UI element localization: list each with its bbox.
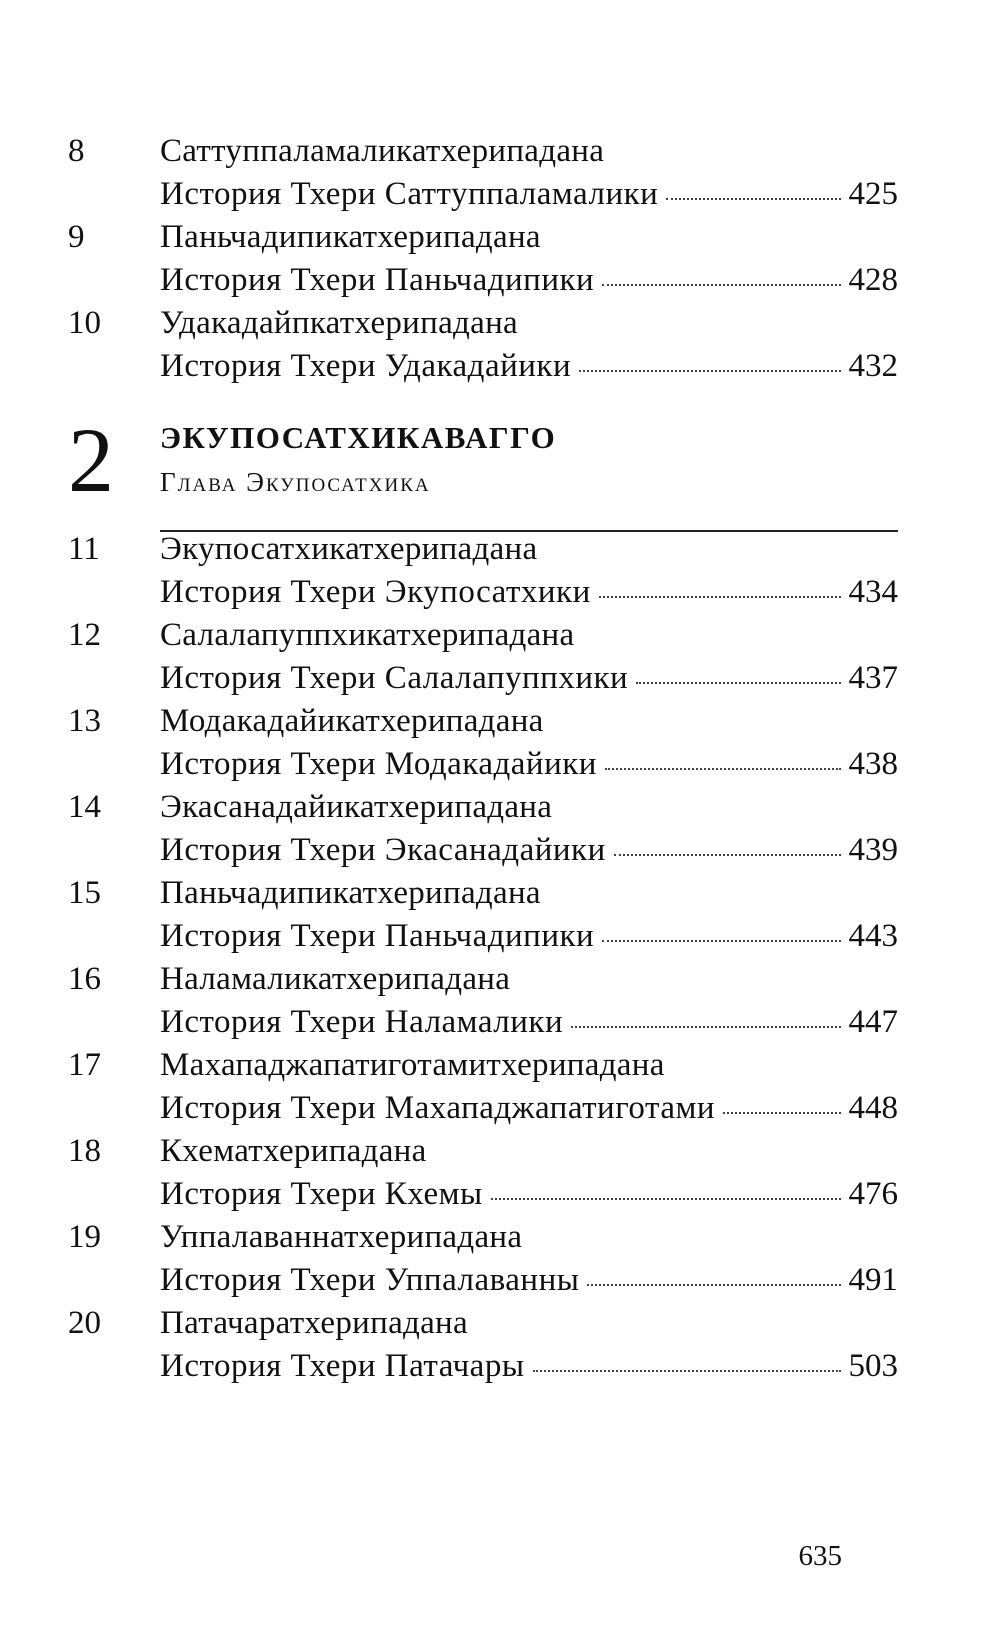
toc-entry-subtitle: История Тхери Паньчадипики xyxy=(160,918,595,954)
toc-entry xyxy=(68,528,898,614)
toc-entry-number: 11 xyxy=(68,531,100,567)
toc-entry-title: Экупосатхикатхерипадана xyxy=(160,531,538,567)
toc-entry-line xyxy=(160,1087,898,1130)
toc-entry-page: 448 xyxy=(848,1090,898,1126)
toc-entry-subtitle: История Тхери Кхемы xyxy=(160,1176,483,1212)
toc-entry-number: 10 xyxy=(68,305,101,341)
toc-entry-title: Патачаратхерипадана xyxy=(160,1305,468,1341)
dot-leader xyxy=(579,369,840,372)
chapter-title: ЭКУПОСАТХИКАВАГГО xyxy=(160,420,557,455)
toc-entry xyxy=(68,1216,898,1302)
toc-entry-number: 18 xyxy=(68,1133,101,1169)
toc-entry-line xyxy=(160,345,898,388)
toc-entry xyxy=(68,614,898,700)
toc-entry-title: Удакадайпкатхерипадана xyxy=(160,305,518,341)
dot-leader xyxy=(491,1197,841,1200)
toc-entry xyxy=(68,958,898,1044)
toc-entry-page: 425 xyxy=(848,176,898,212)
toc-entry-line xyxy=(160,657,898,700)
toc-entry-title: Паньчадипикатхерипадана xyxy=(160,875,541,911)
toc-entry-line xyxy=(160,1001,898,1044)
toc-entry-subtitle: История Тхери Уппалаванны xyxy=(160,1262,580,1298)
toc-entry-number: 13 xyxy=(68,703,101,739)
toc-entry-page: 437 xyxy=(848,660,898,696)
toc-entry-subtitle: История Тхери Салалапуппхики xyxy=(160,660,629,696)
dot-leader xyxy=(605,767,841,770)
toc-entry-subtitle: История Тхери Махападжапатиготами xyxy=(160,1090,716,1126)
toc-entry-page: 491 xyxy=(848,1262,898,1298)
toc-entry xyxy=(68,1044,898,1130)
toc-entry-line xyxy=(160,743,898,786)
toc-entry-subtitle: История Тхери Удакадайики xyxy=(160,348,572,384)
toc-entry xyxy=(68,1302,898,1388)
toc-entry-number: 8 xyxy=(68,133,85,169)
toc-entry-title: Саттуппаламаликатхерипадана xyxy=(160,133,605,169)
toc-entry xyxy=(68,872,898,958)
toc-entry-title: Махападжапатиготамитхерипадана xyxy=(160,1047,665,1083)
dot-leader xyxy=(599,595,841,598)
toc-entry-page: 443 xyxy=(848,918,898,954)
toc-entry-page: 447 xyxy=(848,1004,898,1040)
toc-entry-subtitle: История Тхери Наламалики xyxy=(160,1004,564,1040)
dot-leader xyxy=(571,1025,840,1028)
toc-entry xyxy=(68,216,898,302)
toc-entry-subtitle: История Тхери Патачары xyxy=(160,1348,525,1384)
dot-leader xyxy=(723,1111,840,1114)
toc-entry xyxy=(68,1130,898,1216)
toc-entry-line xyxy=(160,829,898,872)
toc-entry xyxy=(68,786,898,872)
toc-entry-number: 15 xyxy=(68,875,101,911)
dot-leader xyxy=(587,1283,840,1286)
chapter-number: 2 xyxy=(68,409,114,511)
toc-entry-page: 432 xyxy=(848,348,898,384)
toc-entry-subtitle: История Тхери Паньчадипики xyxy=(160,262,595,298)
toc-entry-page: 434 xyxy=(848,574,898,610)
toc-entry-subtitle: История Тхери Саттуппаламалики xyxy=(160,176,659,212)
toc-entry-number: 9 xyxy=(68,219,85,255)
toc-entry-line xyxy=(160,1345,898,1388)
toc-entry-line xyxy=(160,259,898,302)
toc-entry-subtitle: История Тхери Модакадайики xyxy=(160,746,597,782)
toc-entry-line xyxy=(160,1173,898,1216)
toc-entry-subtitle: История Тхери Экасанадайики xyxy=(160,832,606,868)
toc-entry-number: 20 xyxy=(68,1305,101,1341)
toc-entry-title: Кхематхерипадана xyxy=(160,1133,427,1169)
toc-entry-title: Наламаликатхерипадана xyxy=(160,961,511,997)
page-number: 635 xyxy=(798,1540,842,1572)
toc-entry-title: Модакадайикатхерипадана xyxy=(160,703,544,739)
toc-entry-page: 438 xyxy=(848,746,898,782)
toc-entry-title: Экасанадайикатхерипадана xyxy=(160,789,553,825)
toc-entry-page: 476 xyxy=(848,1176,898,1212)
toc-entry-line xyxy=(160,1259,898,1302)
toc-entry-line xyxy=(160,915,898,958)
dot-leader xyxy=(614,853,841,856)
toc-entry-page: 428 xyxy=(848,262,898,298)
toc-list-part1 xyxy=(68,130,898,388)
dot-leader xyxy=(666,197,840,200)
toc-entry-number: 14 xyxy=(68,789,101,825)
toc-entry-line xyxy=(160,173,898,216)
toc-entry-number: 12 xyxy=(68,617,101,653)
toc-entry-title: Паньчадипикатхерипадана xyxy=(160,219,541,255)
toc-entry xyxy=(68,302,898,388)
dot-leader xyxy=(602,939,840,942)
toc-entry xyxy=(68,130,898,216)
toc-entry-title: Салалапуппхикатхерипадана xyxy=(160,617,575,653)
toc-entry-number: 19 xyxy=(68,1219,101,1255)
toc-entry-line xyxy=(160,571,898,614)
dot-leader xyxy=(602,283,840,286)
dot-leader xyxy=(636,681,840,684)
toc-entry-number: 16 xyxy=(68,961,101,997)
toc-entry xyxy=(68,700,898,786)
toc-entry-page: 503 xyxy=(848,1348,898,1384)
toc-entry-page: 439 xyxy=(848,832,898,868)
toc-list-part2 xyxy=(68,528,898,1388)
chapter-subtitle: Глава Экупосатхика xyxy=(160,467,431,497)
toc-entry-title: Уппалаваннатхерипадана xyxy=(160,1219,523,1255)
dot-leader xyxy=(533,1369,841,1372)
toc-entry-number: 17 xyxy=(68,1047,101,1083)
toc-entry-subtitle: История Тхери Экупосатхики xyxy=(160,574,591,610)
